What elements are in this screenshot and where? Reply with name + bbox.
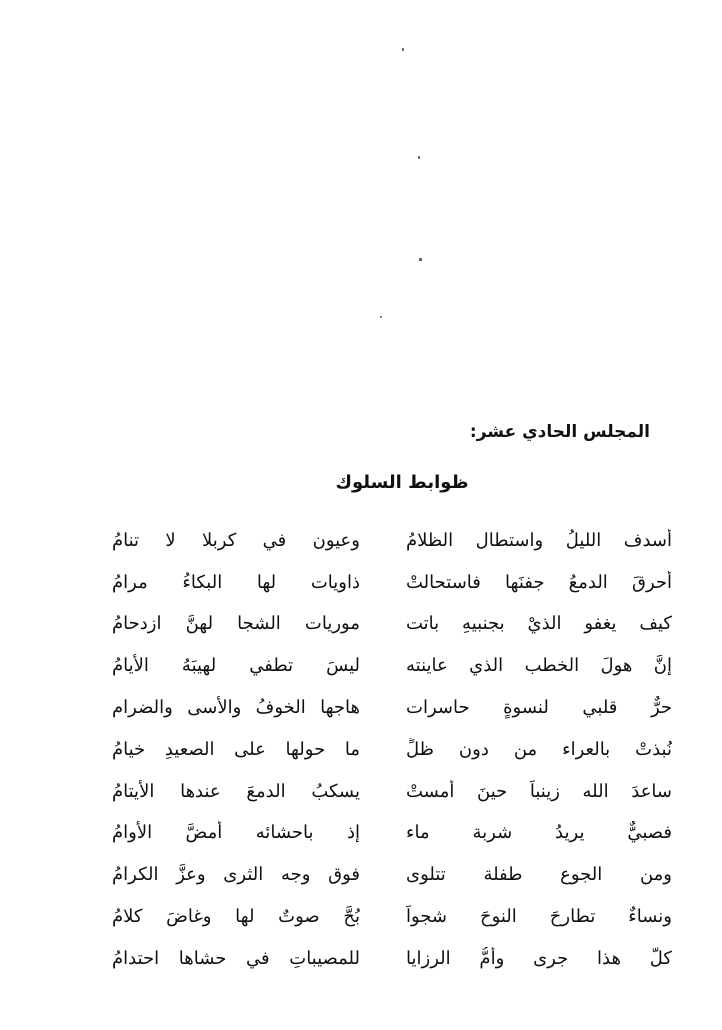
verse-first-hemistich: إنَّ هولَ الخطب الذي عاينته xyxy=(406,655,672,677)
verse-first-hemistich: أحرقَ الدمعُ جفنَها فاستحالتْ xyxy=(406,571,672,593)
verse-first-hemistich: كيف يغفو الذيْ بجنبيهِ باتت xyxy=(406,613,672,635)
scan-speck xyxy=(380,316,382,318)
verse xyxy=(112,813,672,855)
verse-second-hemistich: وعيون في كربلا لا تنامُ xyxy=(112,529,360,551)
verse xyxy=(112,562,672,604)
verse-first-hemistich: حرٌّ قلبي لنسوةٍ حاسرات xyxy=(406,697,672,719)
verse xyxy=(112,729,672,771)
section-heading: المجلس الحادي عشر: xyxy=(469,422,650,442)
verse xyxy=(112,896,672,938)
scan-speck xyxy=(402,48,404,51)
poem-title: ظوابط السلوك xyxy=(335,472,469,493)
verse-second-hemistich: بُحَّ صوتٌ لها وغاضَ كلامُ xyxy=(112,906,360,928)
verse xyxy=(112,938,672,980)
verse-second-hemistich: يسكبُ الدمعَ عندها الأيتامُ xyxy=(112,780,360,802)
verse-second-hemistich: ما حولها على الصعيدِ خيامُ xyxy=(112,738,360,760)
verse-second-hemistich: ليسَ تطفي لهيبَهُ الأيامُ xyxy=(112,655,360,677)
verse-first-hemistich: كلُّ هذا جرى وأُمُّ الرزايا xyxy=(406,947,672,969)
poem xyxy=(112,520,672,980)
verse xyxy=(112,645,672,687)
verse-first-hemistich: ومن الجوع طفلة تتلوى xyxy=(406,864,672,886)
verse xyxy=(112,854,672,896)
verse xyxy=(112,771,672,813)
verse-first-hemistich: فصبيٌّ يريدُ شربة ماء xyxy=(406,822,672,844)
scan-speck xyxy=(418,156,420,159)
verse xyxy=(112,604,672,646)
verse-second-hemistich: إذ باحشائه أمضَّ الأوامُ xyxy=(112,822,360,844)
verse-first-hemistich: أسدف الليلُ واستطال الظلامُ xyxy=(406,529,672,551)
verse xyxy=(112,520,672,562)
verse-second-hemistich: للمصيباتِ في حشاها احتدامُ xyxy=(112,947,360,969)
verse-first-hemistich: ونساءٌ تطارحَ النوحَ شجواً xyxy=(406,906,672,928)
verse-second-hemistich: فوق وجه الثرى وعزَّ الكرامُ xyxy=(112,864,360,886)
verse-first-hemistich: نُبذتْ بالعراء من دون ظلٍّ xyxy=(406,738,672,760)
verse-second-hemistich: ذاويات لها البكاءُ مرامُ xyxy=(112,571,360,593)
verse xyxy=(112,687,672,729)
verse-second-hemistich: موريات الشجا لهنَّ ازدحامُ xyxy=(112,613,360,635)
scan-speck xyxy=(419,258,422,261)
verse-first-hemistich: ساعدَ الله زينباً حينَ أمستْ xyxy=(406,780,672,802)
verse-second-hemistich: هاجها الخوفُ والأسى والضرام xyxy=(112,697,360,719)
